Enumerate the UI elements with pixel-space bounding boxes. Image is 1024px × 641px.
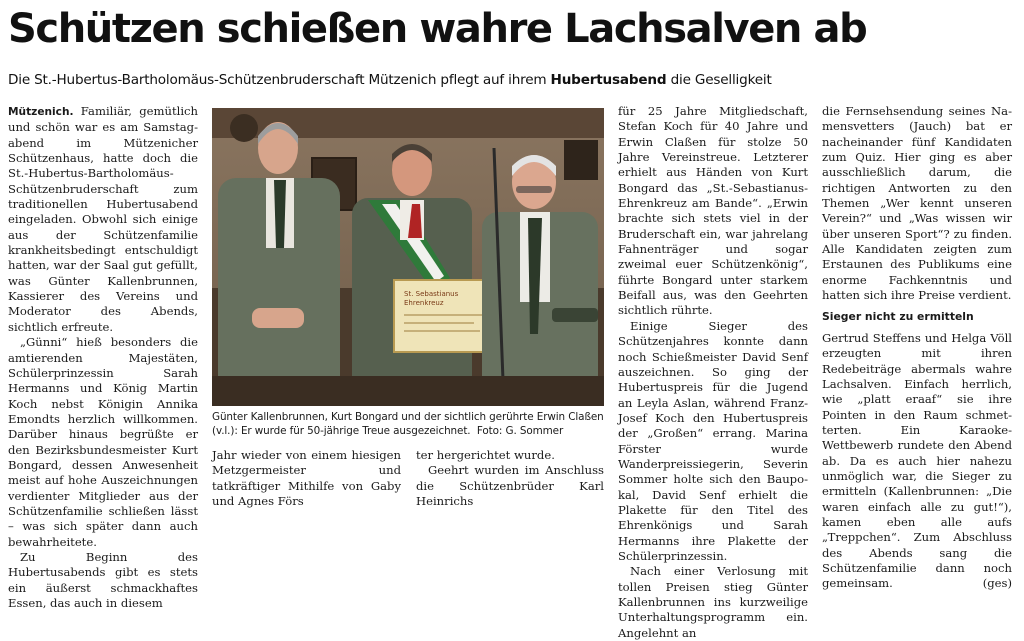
subheadline-text-end: die Geselligkeit	[666, 72, 772, 88]
article-column-4	[822, 104, 1012, 592]
subheadline-highlight: Hubertusabend	[550, 72, 667, 88]
article-column-3	[618, 104, 808, 641]
paragraph: die Fernsehsendung seines Namensvetters (Jauch) bat er nacheinander fünf Kandidaten zum Quiz. Hier ging es aber ausschließlich darum, die richtigen Antworten zu den Themen „Wer kennt unseren Verein?“ und „Was wissen wir über unseren Sport“? zu finden. Alle Kandidaten zeigten zum Erstaunen des Publikums eine enorme Fachkenntnis und hatten sich ihre Preise verdient.	[822, 104, 1012, 303]
caption-body: Günter Kallenbrunnen, Kurt Bongard und der sichtlich gerührte Erwin Claßen (v.l.): Er wurde für 50-jährige Treue ausgezeichnet.	[212, 411, 604, 437]
dateline: Mützenich.	[8, 106, 74, 118]
paragraph: Zu Beginn des Hubertusabends gibt es stets ein äußerst schmackhaftes Essen, das auch in diesem	[8, 549, 198, 610]
paragraph-text: Gertrud Steffens und Helga Völl erzeugten mit ihren Redebeiträge abermals wahre Lachsalven. Einfach herrlich, wie „platt eraaf“ sie ihre Pointen in den Raum schmetterten. Ein Karaoke-Wettbewerb rundete den Abend ab. Da es auch hier nahezu unmöglich war, die Sieger zu ermitteln (Kallenbrunnen: „Die waren einfach alle zu gut!“), kamen eben alle aufs „Treppchen“. Zum Abschluss des Abends sang die Schützenfamilie dann noch gemeinsam.	[822, 330, 1012, 591]
paragraph: Einige Sieger des Schützenjahres konnte dann noch Schießmeister David Senf auszeichnen. So ging der Hubertuspreis für die Jugend an Leyla Aslan, während Franz-Josef Koch den Hubertuspreis der „Großen“ errang. Marina Förster wurde Wanderpreissiegerin, Severin Sommer holte sich den Baupokal, David Senf erhielt die Plakette für den Titel des Ehrenkönigs und Sarah Hermanns ihre Plakette der Schülerprinzessin.	[618, 318, 808, 563]
certificate	[394, 280, 496, 352]
paragraph: ter hergerichtet wurde.	[416, 448, 555, 462]
article-column-2b	[416, 448, 604, 509]
article-column-1	[8, 104, 198, 611]
intro-text: Familiär, gemütlich und schön war es am Samstagabend im Mützenicher Schützenhaus, hatte doch die St.-Hubertus-Bartholomäus-Schützenbruderschaft zum traditionellen Hubertusabend eingeladen. Obwohl sich einige aus der Schützenfamilie krankheitsbedingt entschuldigt hatten, war der Saal gut gefüllt, was Günter Kallenbrunnen, Kassierer des Vereins und Moderator des Abends, sichtlich erfreute.	[8, 104, 198, 334]
author-byline: (ges)	[982, 576, 1012, 591]
photo-caption	[212, 410, 604, 438]
article-column-2	[212, 448, 401, 509]
paragraph: Jahr wieder von einem hiesigen Metzgermeister und tatkräftiger Mithilfe von Gaby und Agnes Förs	[212, 448, 401, 509]
photo-credit: Foto: G. Sommer	[476, 425, 564, 437]
table	[212, 376, 604, 406]
certificate-subtitle: Ehrenkreuz	[404, 299, 444, 307]
certificate-title: St. Sebastianus	[404, 290, 459, 298]
paragraph: Geehrt wurden im Anschluss die Schützenbrüder Karl Heinrichs	[416, 463, 604, 509]
paragraph-intro	[8, 104, 198, 335]
section-subheading: Sieger nicht zu ermitteln	[822, 310, 974, 324]
wall-plaque	[564, 140, 598, 180]
wall-clock	[230, 114, 258, 142]
article-photo	[212, 108, 604, 406]
caption-text	[212, 410, 604, 438]
subheadline-text-start: Die St.-Hubertus-Bartholomäus-Schützenbruderschaft Mützenich pflegt auf ihrem	[8, 72, 551, 88]
headline: Schützen schießen wahre Lachsalven ab	[8, 6, 867, 52]
subheadline	[8, 72, 772, 88]
paragraph: für 25 Jahre Mitgliedschaft, Stefan Koch für 40 Jahre und Erwin Claßen für stolze 50 Jahre Vereinstreue. Letzterer erhielt aus Händen von Kurt Bongard das „St.-Sebastianus-Ehrenkreuz am Bande“. „Erwin brachte sich stets viel in der Bruderschaft ein, war jahrelang Fahnenträger und sogar zweimal euer Schützenkönig“, führte Bongard unter starkem Beifall aus, was den Geehrten sichtlich rührte.	[618, 104, 808, 318]
paragraph	[822, 331, 1012, 592]
paragraph: „Günni“ hieß besonders die amtierenden Majestäten, Schülerprinzessin Sarah Hermanns und König Martin Koch nebst Königin Annika Emondts herzlich willkommen. Darüber hinaus begrüßte er den Bezirksbundesmeister Kurt Bongard, dessen Anwesenheit meist auf hohe Auszeichnungen verdienter Mitglieder aus der Schützenfamilie schließen lässt – was sich später dann auch bewahrheitete.	[8, 335, 198, 549]
paragraph: Nach einer Verlosung mit tollen Preisen stieg Günter Kallenbrunnen ins kurzweilige Unterhaltungsprogramm ein. Angelehnt an	[618, 564, 808, 640]
